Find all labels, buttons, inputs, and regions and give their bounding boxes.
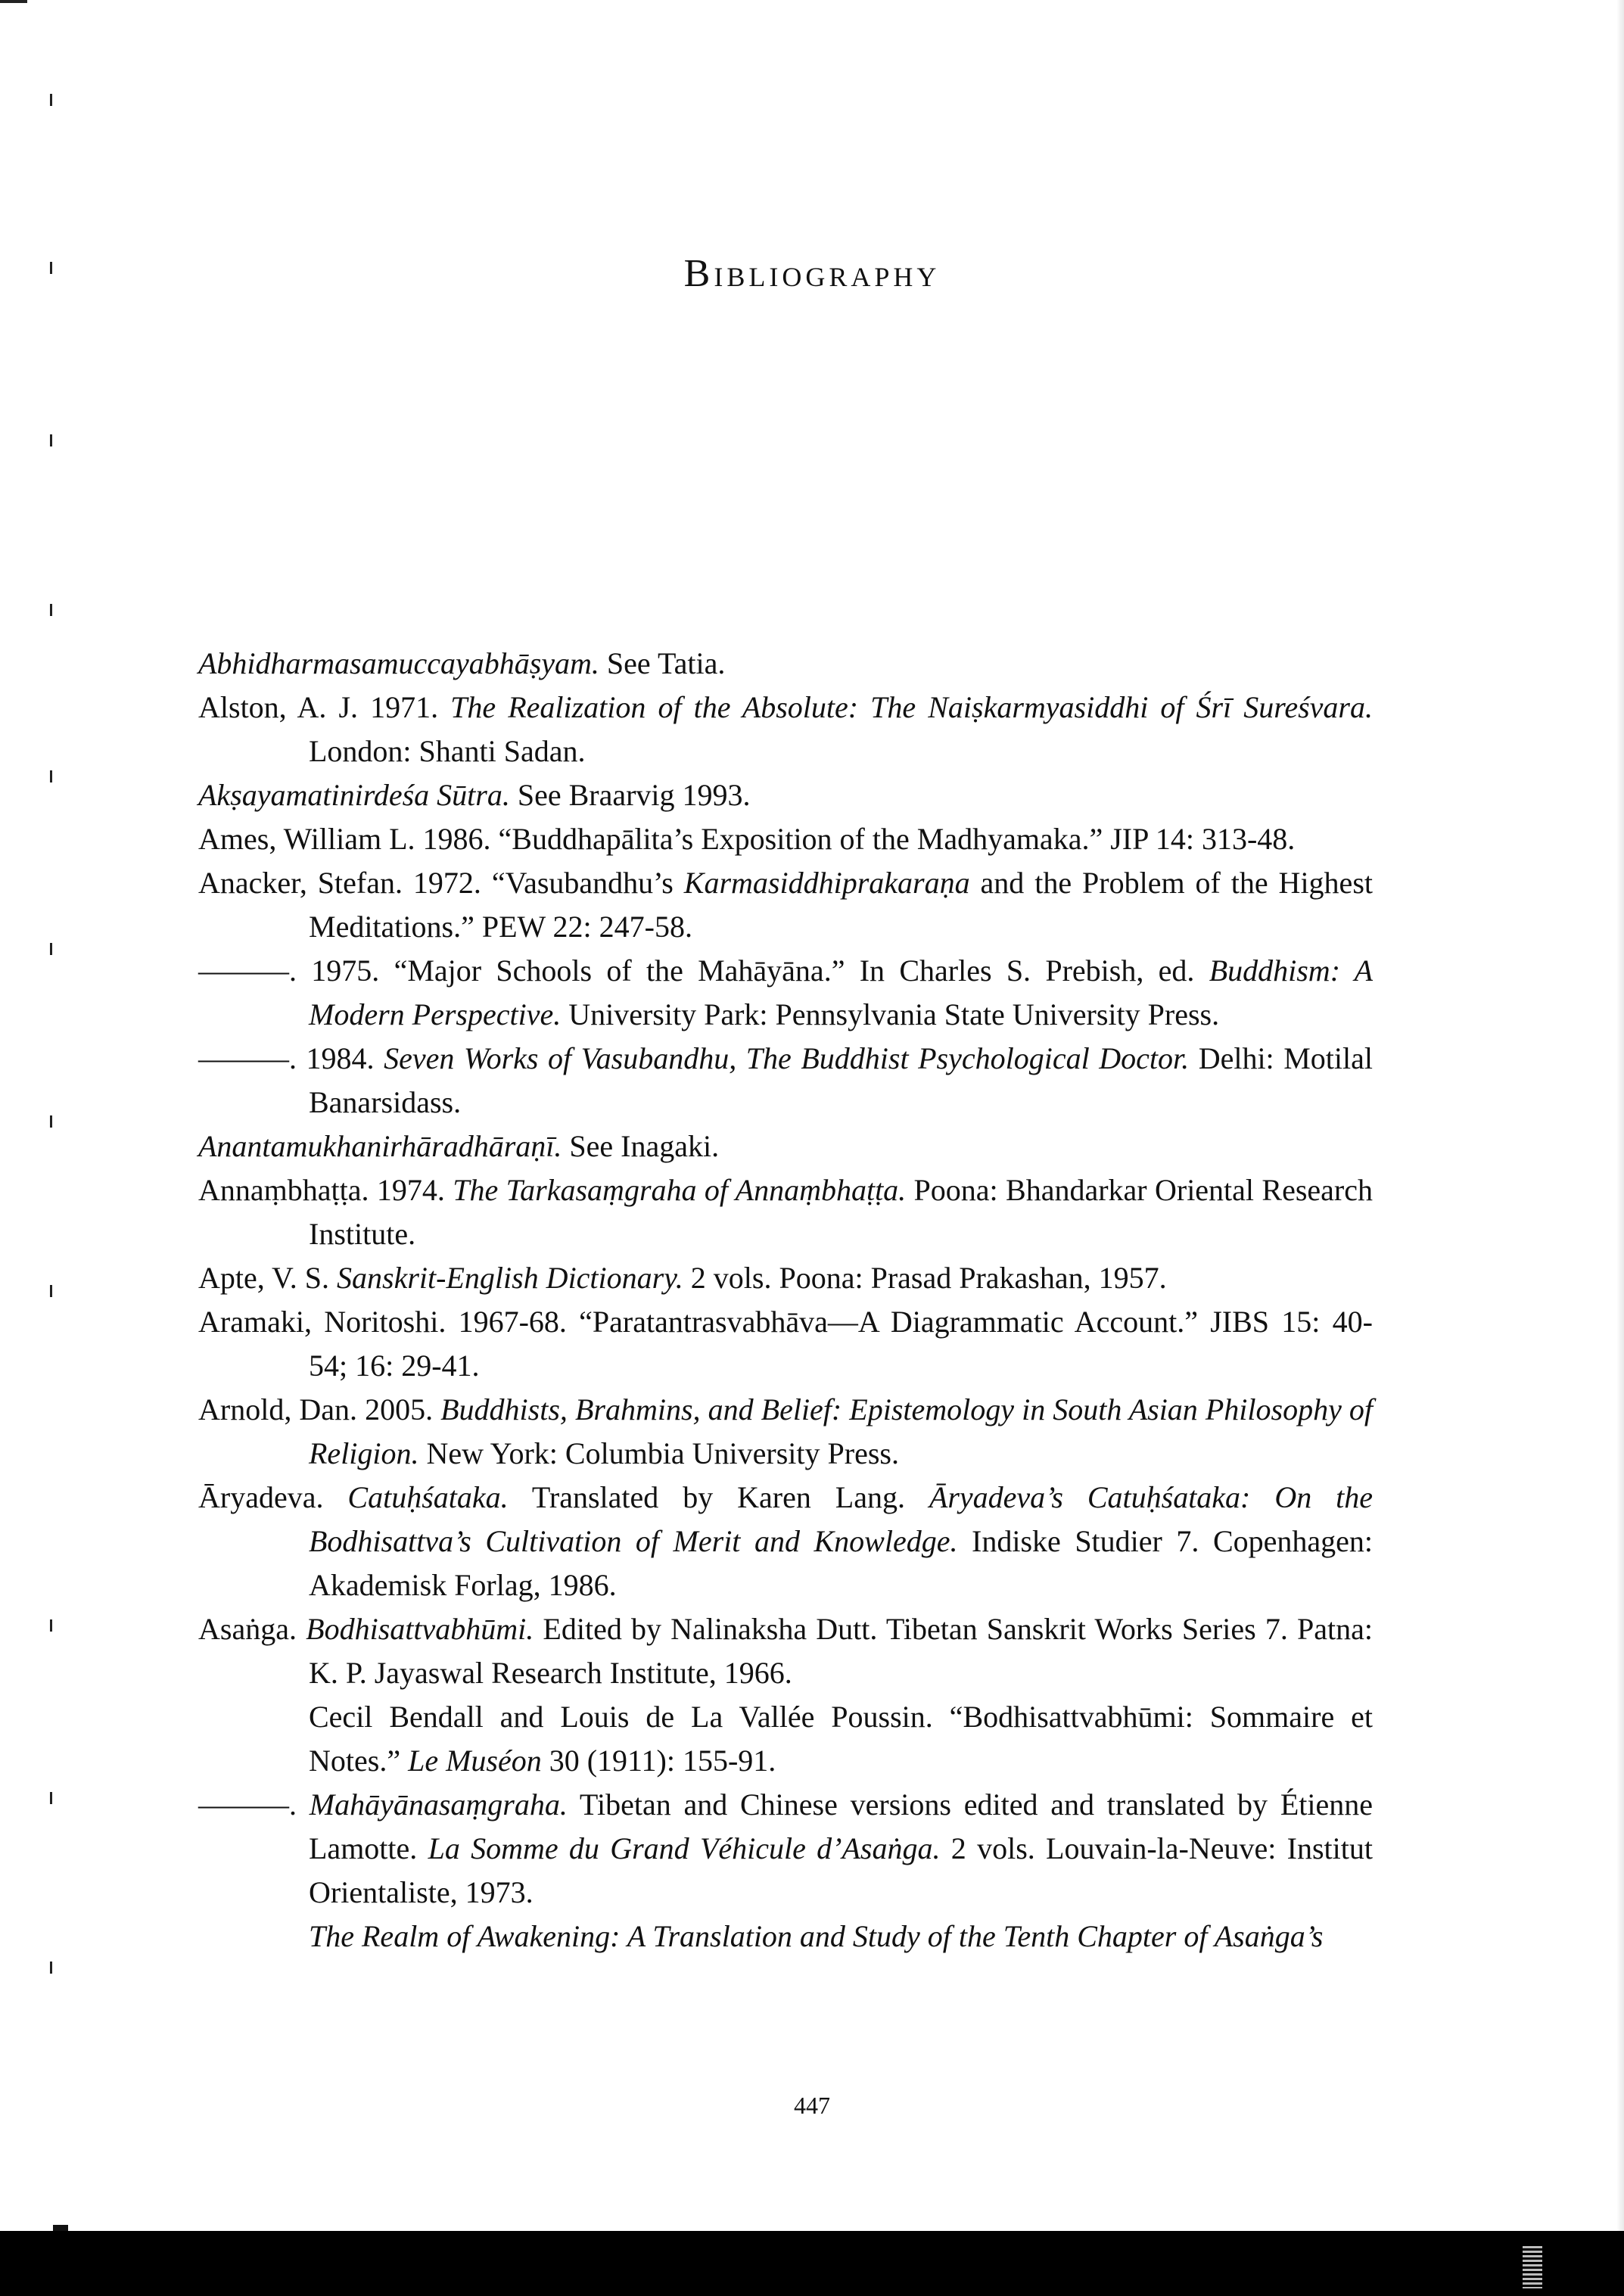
bibliography-entry <box>198 686 1373 773</box>
entry-title: Mahāyānasaṃgraha. <box>309 1787 568 1822</box>
entry-title: Catuḥśataka. <box>347 1480 509 1514</box>
margin-tick <box>50 943 52 955</box>
entry-title: La Somme du Grand Véhicule d’Asaṅga. <box>428 1831 941 1865</box>
bibliography-entry <box>198 1476 1373 1607</box>
entry-title: Buddhists, Brahmins, and Belief: Epistemology in South Asian Philosophy of Religion. <box>309 1392 1373 1470</box>
entry-title: Bodhisattvabhūmi. <box>306 1612 534 1646</box>
entry-text: Tibetan and Chinese versions edited and translated by Étienne Lamotte. <box>309 1787 1374 1865</box>
entry-title: Le Muséon <box>408 1744 542 1778</box>
entry-text: 2 vols. Poona: Prasad Prakashan, 1957. <box>683 1261 1167 1295</box>
entry-text: Edited by Nalinaksha Dutt. Tibetan Sanskrit Works Series 7. Patna: K. P. Jayaswal Research Institute, 1966. <box>309 1612 1373 1690</box>
entry-text: Poona: Bhandarkar Oriental Research Institute. <box>309 1173 1373 1251</box>
entry-text: ———. <box>198 1787 310 1822</box>
entry-text: Apte, V. S. <box>198 1261 338 1295</box>
bibliography-entry <box>198 817 1373 861</box>
entry-text: Āryadeva. <box>198 1480 348 1514</box>
entry-text: See Braarvig 1993. <box>509 778 751 812</box>
bibliography-entry <box>198 1388 1373 1476</box>
margin-tick <box>50 1619 52 1632</box>
scan-corner-mark <box>53 2225 68 2231</box>
entry-text: Delhi: Motilal Banarsidass. <box>309 1041 1373 1119</box>
entry-title: Akṣayamatinirdeśa Sūtra. <box>198 778 510 812</box>
entry-text: ———. 1984. <box>198 1041 384 1075</box>
bibliography-entry <box>198 1125 1373 1168</box>
entry-text: Translated by Karen Lang. <box>508 1480 929 1514</box>
bibliography-entry <box>198 1037 1373 1125</box>
entry-text: University Park: Pennsylvania State University Press. <box>561 997 1220 1031</box>
entry-text: London: Shanti Sadan. <box>309 734 586 768</box>
entry-title: Seven Works of Vasubandhu, The Buddhist Psychological Doctor. <box>384 1041 1190 1075</box>
entry-text: Ames, William L. 1986. “Buddhapālita’s Exposition of the Madhyamaka.” JIP 14: 313-48. <box>198 822 1296 856</box>
entry-text: and the Problem of the Highest Meditations.” PEW 22: 247-58. <box>309 866 1373 944</box>
entry-text: ———. 1975. “Major Schools of the Mahāyāna.” In Charles S. Prebish, ed. <box>198 954 1209 988</box>
entry-text: See Inagaki. <box>562 1129 720 1163</box>
bibliography-entry <box>198 1607 1373 1695</box>
entry-text: Annaṃbhaṭṭa. 1974. <box>198 1173 453 1207</box>
entry-title: Abhidharmasamuccayabhāṣyam. <box>198 646 599 680</box>
bibliography-entry <box>198 949 1373 1037</box>
bibliography-subentry <box>198 1695 1373 1783</box>
entry-text: Asaṅga. <box>198 1612 306 1646</box>
entry-title: The Realization of the Absolute: The Naiṣkarmyasiddhi of Śrī Sureśvara. <box>450 690 1373 724</box>
entry-text: Aramaki, Noritoshi. 1967-68. “Paratantrasvabhāva—A Diagrammatic Account.” JIBS 15: 40-54; 16: 29-41. <box>198 1305 1373 1383</box>
bibliography-entry <box>198 1168 1373 1256</box>
entry-text: Cecil Bendall and Louis de La Vallée Poussin. “Bodhisattvabhūmi: Sommaire et Notes.” <box>309 1700 1373 1778</box>
bibliography-entry <box>198 1300 1373 1388</box>
margin-tick <box>50 604 52 616</box>
bibliography-entry <box>198 1783 1373 1915</box>
entry-title: Sanskrit-English Dictionary. <box>337 1261 683 1295</box>
entry-title: Buddhism: A Modern Perspective. <box>309 954 1374 1031</box>
entry-text: Arnold, Dan. 2005. <box>198 1392 441 1426</box>
entry-title: Āryadeva’s Catuḥśataka: On the Bodhisattva’s Cultivation of Merit and Knowledge. <box>309 1480 1374 1558</box>
margin-tick <box>50 1792 52 1804</box>
entry-title: Anantamukhanirhāradhāraṇī. <box>198 1129 562 1163</box>
entry-text: Indiske Studier 7. Copenhagen: Akademisk Forlag, 1986. <box>309 1524 1373 1602</box>
entry-text: 30 (1911): 155-91. <box>541 1744 776 1778</box>
margin-tick <box>50 1285 52 1297</box>
page-number: 447 <box>794 2092 830 2119</box>
margin-tick <box>50 1115 52 1128</box>
entry-text: New York: Columbia University Press. <box>418 1436 899 1470</box>
entry-title: The Tarkasaṃgraha of Annaṃbhaṭṭa. <box>453 1173 907 1207</box>
page-title: Bibliography <box>683 252 941 295</box>
entry-text: Alston, A. J. 1971. <box>198 690 451 724</box>
entry-text: Anacker, Stefan. 1972. “Vasubandhu’s <box>198 866 684 900</box>
scan-bottom-border <box>0 2231 1624 2296</box>
margin-tick <box>50 434 52 446</box>
entry-title: Karmasiddhiprakaraṇa <box>683 866 970 900</box>
bibliography-entry <box>198 773 1373 817</box>
scan-barcode-icon <box>1523 2246 1542 2288</box>
margin-tick <box>50 770 52 782</box>
bibliography-subentry <box>198 1915 1373 1958</box>
bibliography-entry <box>198 1256 1373 1300</box>
entry-text: See Tatia. <box>599 646 726 680</box>
page-edge-shadow <box>1616 0 1624 2231</box>
margin-tick <box>50 1962 52 1974</box>
bibliography-entry <box>198 642 1373 686</box>
entry-text: 2 vols. Louvain-la-Neuve: Institut Orientaliste, 1973. <box>309 1831 1373 1909</box>
margin-tick <box>50 94 52 106</box>
bibliography-list <box>198 642 1373 1958</box>
entry-title: The Realm of Awakening: A Translation and Study of the Tenth Chapter of Asaṅga’s <box>309 1919 1324 1953</box>
scan-corner-mark <box>0 0 27 3</box>
bibliography-entry <box>198 861 1373 949</box>
